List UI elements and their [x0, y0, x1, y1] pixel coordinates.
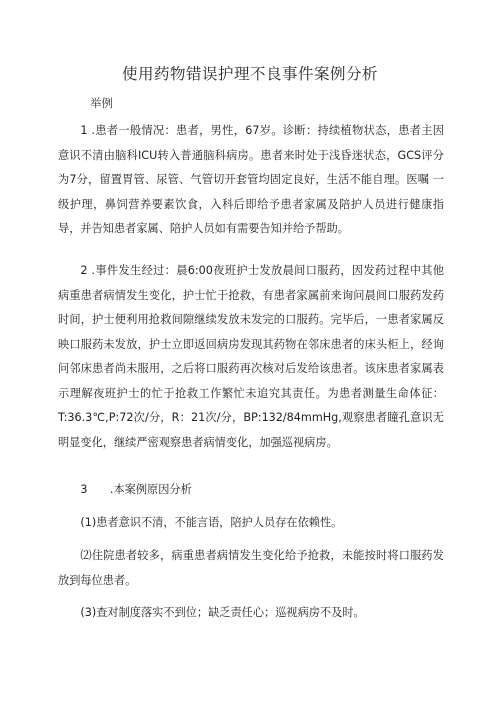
paragraph-event-process: 2 .事件发生经过：晨6:00夜班护士发放晨间口服药，因发药过程中其他病重患者病情发生变化，护士忙于抢救，有患者家属前来询问晨间口服药发药时间，护士便利用抢救间隙继续发放未发完的口服药。完毕后，一患者家属反映口服药未发放，护士立即返回病房发现其药物在邻床患者的床头柜上，经询问邻床患者尚未服用，之后将口服药再次核对后发给该患者。该床患者家属表示理解夜班护士的忙于抢救工作繁忙未追究其责任。为患者测量生命体征：T:36.3℃,P:72次/分，R：21次/分，BP:132/84mmHg,观察患者瞳孔意识无明显变化，继续严密观察患者病情变化，加强巡视病房。 — [58, 264, 444, 449]
document-title: 使用药物错误护理不良事件案例分析 — [121, 65, 378, 83]
paragraph-patient-info: 1 .患者一般情况：患者，男性，67岁。诊断：持续植物状态，患者主因意识不清由脑科ICU转入普通脑科病房。患者来时处于浅昏迷状态，GCS评分为7分，留置胃管、尿管、气管切开套管均固定良好，生活不能自理。医嘱 一级护理，鼻饲营养要素饮食，入科后即给予患者家属及陪护人员进行健康指导，并告知患者家属、陪护人员如有需要告知并给予帮助。 — [58, 124, 444, 235]
paragraph-cause-1: (1)患者意识不清，不能言语，陪护人员存在依赖性。 — [80, 516, 343, 529]
paragraph-cause-2: ⑵住院患者较多，病重患者病情发生变化给予抢救，未能按时将口服药发放到每位患者。 — [58, 549, 444, 587]
example-label: 举例 — [90, 96, 113, 110]
paragraph-cause-3: (3)查对制度落实不到位；缺乏责任心；巡视病房不及时。 — [80, 606, 365, 619]
paragraph-cause-analysis-heading: 3 .本案例原因分析 — [80, 483, 192, 496]
